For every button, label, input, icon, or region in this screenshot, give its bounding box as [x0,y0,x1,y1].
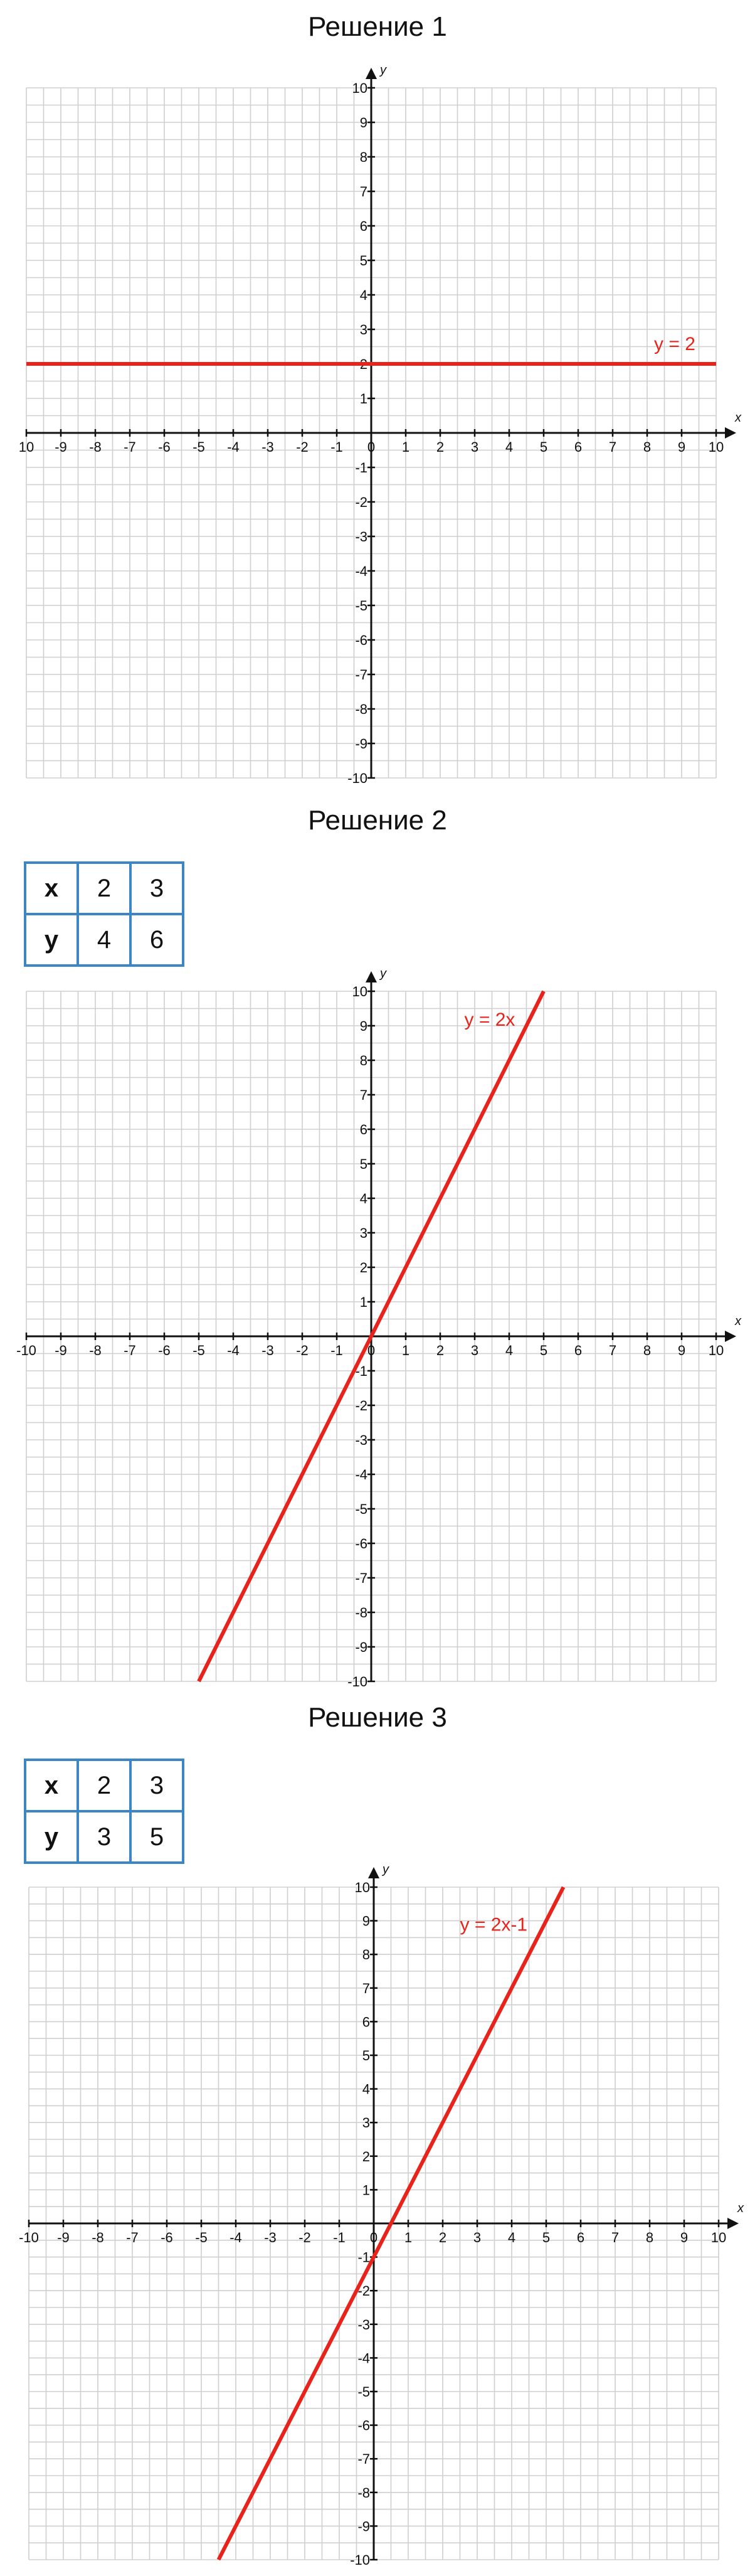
y-tick-label: 3 [362,2115,370,2131]
x-tick-label: 2 [438,2230,447,2245]
y-tick-label: -8 [355,1605,367,1621]
x-tick-label: 9 [677,439,686,455]
x-tick-label: 9 [677,1343,686,1358]
x-tick-label: 6 [574,439,583,455]
y-tick-label: 6 [362,2014,370,2030]
y-tick-label: -8 [355,701,367,717]
x-tick-label: 0 [367,1343,376,1358]
table-cell: 2 [78,1760,130,1811]
table-cell: y [25,914,78,966]
x-tick-label: 8 [643,439,652,455]
x-tick-label: 2 [436,1343,445,1358]
x-tick-label: 6 [574,1343,583,1358]
y-axis-label: y [383,1863,389,1876]
y-tick-label: -4 [355,1467,367,1482]
x-tick-label: -6 [158,1343,171,1358]
y-tick-label: 5 [359,1156,367,1172]
table-cell: 6 [130,914,183,966]
x-tick-label: 7 [608,1343,617,1358]
y-tick-label: 4 [359,287,367,303]
x-tick-label: 8 [643,1343,652,1358]
table-row [25,1811,183,1863]
y-tick-label: -1 [355,1363,367,1379]
table-cell: 3 [130,863,183,914]
x-tick-label: 5 [542,2230,551,2245]
x-tick-label: -1 [330,439,343,455]
x-tick-label: -2 [298,2230,311,2245]
y-tick-label: 8 [362,1947,370,1963]
y-tick-label: -5 [355,1501,367,1517]
chart-3 [0,1862,755,2571]
y-tick-label: 4 [359,1191,367,1206]
x-tick-label: -4 [230,2230,242,2245]
x-tick-label: 1 [401,1343,410,1358]
x-tick-label: -2 [296,439,309,455]
section-2-title: Решение 2 [308,805,447,836]
x-tick-label: -9 [55,439,67,455]
y-tick-label: -1 [357,2249,370,2265]
y-tick-label: -5 [357,2384,370,2400]
x-tick-label: -8 [89,1343,102,1358]
table-cell: y [25,1811,78,1863]
x-tick-label: 10 [710,2230,727,2245]
x-tick-label: 7 [611,2230,620,2245]
chart-1 [0,63,755,803]
x-tick-label: -7 [124,439,136,455]
series-label: y = 2x-1 [460,1914,528,1935]
x-tick-label: -2 [296,1343,309,1358]
y-tick-label: -5 [355,598,367,614]
table-cell: x [25,863,78,914]
y-tick-label: 1 [362,2182,370,2198]
y-axis-arrow-icon [366,68,377,79]
x-tick-label: 10 [18,439,34,455]
table-cell: x [25,1760,78,1811]
y-axis-arrow-icon [366,971,377,982]
y-tick-label: 3 [359,322,367,338]
table-cell: 2 [78,863,130,914]
y-tick-label: -9 [357,2518,370,2535]
x-tick-label: -6 [161,2230,173,2245]
y-tick-label: -3 [355,529,367,545]
y-tick-label: -10 [350,2552,370,2568]
y-tick-label: 3 [359,1225,367,1241]
y-tick-label: 7 [359,184,367,200]
y-axis-arrow-icon [368,1867,379,1878]
x-axis-arrow-icon [725,427,736,439]
y-tick-label: -7 [355,667,367,683]
x-tick-label: -6 [158,439,171,455]
y-tick-label: 10 [352,984,367,999]
y-tick-label: 5 [359,253,367,269]
y-tick-label: 10 [354,1880,370,1895]
y-tick-label: -3 [357,2316,370,2333]
x-tick-label: 10 [708,439,724,455]
series-label: y = 2 [654,334,695,354]
y-tick-label: 8 [359,1053,367,1068]
y-tick-label: -6 [357,2417,370,2434]
x-tick-label: -8 [92,2230,104,2245]
y-tick-label: -2 [355,1398,367,1413]
x-tick-label: 3 [470,1343,479,1358]
y-tick-label: -10 [347,1674,367,1690]
x-tick-label: -5 [195,2230,208,2245]
y-tick-label: 6 [359,1122,367,1137]
y-tick-label: 2 [359,1260,367,1275]
x-tick-label: -1 [330,1343,343,1358]
y-tick-label: -7 [357,2451,370,2467]
x-axis-arrow-icon [725,1331,736,1342]
y-tick-label: 9 [359,1018,367,1034]
y-tick-label: 7 [362,1980,370,1996]
y-tick-label: -3 [355,1432,367,1448]
y-tick-label: -9 [355,1639,367,1655]
y-tick-label: 10 [352,80,367,96]
x-tick-label: -4 [227,439,240,455]
x-tick-label: -10 [16,1343,36,1358]
x-tick-label: -3 [264,2230,277,2245]
y-tick-label: -9 [355,736,367,752]
x-tick-label: -9 [55,1343,67,1358]
y-tick-label: -4 [357,2350,370,2366]
table-cell: 3 [78,1811,130,1863]
y-tick-label: -1 [355,460,367,476]
y-tick-label: -2 [355,494,367,510]
x-tick-label: -5 [193,1343,205,1358]
x-tick-label: -7 [124,1343,136,1358]
y-tick-label: 9 [362,1913,370,1929]
x-axis-arrow-icon [727,2218,739,2229]
x-tick-label: -5 [193,439,205,455]
y-tick-label: 2 [362,2148,370,2164]
x-tick-label: 5 [539,439,548,455]
x-tick-label: 4 [505,1343,514,1358]
x-tick-label: -8 [89,439,102,455]
y-tick-label: 6 [359,218,367,234]
y-tick-label: 4 [362,2081,370,2097]
y-tick-label: 1 [359,391,367,407]
x-tick-label: -10 [19,2230,39,2245]
y-tick-label: -10 [347,770,367,786]
x-tick-label: 5 [539,1343,548,1358]
table-cell: 3 [130,1760,183,1811]
values-table-3 [24,1759,184,1864]
x-tick-label: -3 [261,1343,274,1358]
y-tick-label: 2 [359,356,367,372]
chart-2 [0,966,755,1706]
x-tick-label: 8 [645,2230,654,2245]
x-tick-label: 4 [505,439,514,455]
values-table-2 [24,861,184,967]
x-tick-label: 2 [436,439,445,455]
series-label: y = 2x [464,1009,515,1030]
y-tick-label: 9 [359,115,367,130]
section-1-title: Решение 1 [308,11,447,42]
x-axis-label: x [737,2201,744,2215]
table-row [25,1760,183,1811]
y-tick-label: -2 [357,2283,370,2299]
x-axis-label: x [735,411,741,425]
x-tick-label: 4 [507,2230,516,2245]
x-tick-label: 9 [680,2230,689,2245]
y-tick-label: -6 [355,632,367,648]
x-tick-label: -3 [261,439,274,455]
x-tick-label: 3 [470,439,479,455]
section-3-title: Решение 3 [308,1702,447,1733]
y-tick-label: -6 [355,1536,367,1551]
y-tick-label: 8 [359,149,367,165]
x-tick-label: 10 [708,1343,724,1358]
y-axis-label: y [380,63,386,77]
y-tick-label: 1 [359,1294,367,1310]
x-axis-label: x [735,1314,741,1328]
y-tick-label: -4 [355,563,367,579]
x-tick-label: -1 [333,2230,346,2245]
x-tick-label: 6 [576,2230,585,2245]
table-row [25,914,183,966]
x-tick-label: 1 [401,439,410,455]
x-tick-label: 1 [404,2230,413,2245]
x-tick-label: -9 [57,2230,70,2245]
x-tick-label: 0 [367,439,376,455]
x-tick-label: -4 [227,1343,240,1358]
x-tick-label: 3 [473,2230,482,2245]
x-tick-label: 0 [369,2230,378,2245]
table-cell: 4 [78,914,130,966]
x-tick-label: 7 [608,439,617,455]
y-tick-label: 7 [359,1087,367,1103]
y-tick-label: -8 [357,2484,370,2501]
y-tick-label: 5 [362,2048,370,2063]
table-row [25,863,183,914]
y-tick-label: -7 [355,1570,367,1586]
table-cell: 5 [130,1811,183,1863]
y-axis-label: y [380,967,386,981]
x-tick-label: -7 [126,2230,139,2245]
